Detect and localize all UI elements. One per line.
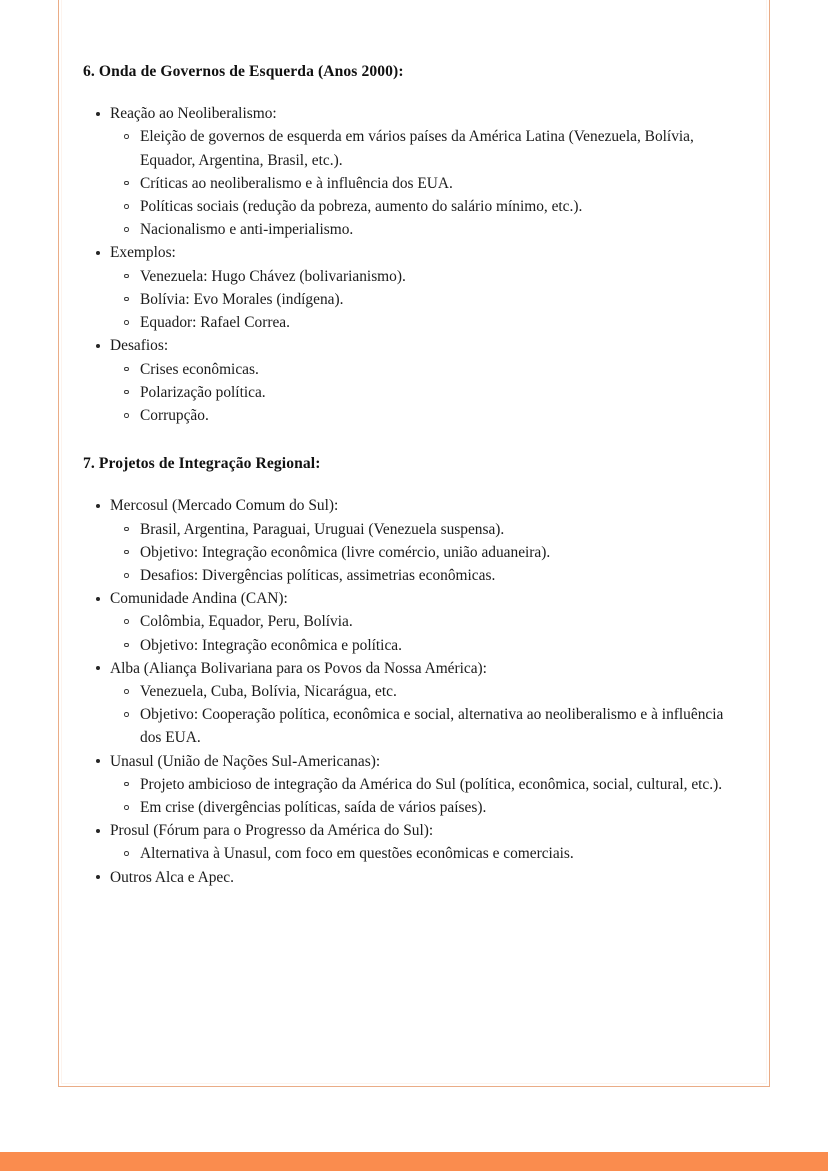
bullet-disc-icon: [96, 112, 100, 116]
bullet-circle-icon: [124, 527, 129, 532]
bullet-circle-icon: [124, 851, 129, 856]
list-item-label: Bolívia: Evo Morales (indígena).: [140, 290, 344, 308]
list-item: [83, 587, 743, 657]
sublist: [110, 358, 743, 428]
bullet-circle-icon: [124, 274, 129, 279]
sublist: [110, 610, 743, 656]
bullet-circle-icon: [124, 550, 129, 555]
list-item-label: Mercosul (Mercado Comum do Sul):: [110, 497, 339, 515]
list-item: [110, 703, 743, 749]
list-item-label: Objetivo: Integração econômica e política.: [140, 636, 402, 654]
section-6-list: [83, 102, 743, 427]
list-item-label: Nacionalismo e anti-imperialismo.: [140, 221, 354, 239]
section-heading-7: 7. Projetos de Integração Regional:: [83, 455, 321, 473]
list-item: [110, 842, 743, 865]
list-item: [110, 634, 743, 657]
bullet-circle-icon: [124, 297, 129, 302]
list-item-label: Políticas sociais (redução da pobreza, aumento do salário mínimo, etc.).: [140, 198, 583, 216]
bullet-circle-icon: [124, 181, 129, 186]
bullet-disc-icon: [96, 875, 100, 879]
bullet-circle-icon: [124, 689, 129, 694]
list-item: [110, 218, 743, 241]
list-item: [83, 334, 743, 427]
sublist: [110, 518, 743, 588]
bullet-disc-icon: [96, 666, 100, 670]
sublist: [110, 773, 743, 819]
bullet-disc-icon: [96, 829, 100, 833]
list-item: [110, 773, 743, 796]
list-item-label: Objetivo: Cooperação política, econômica e social, alternativa ao neoliberalismo e à influência dos EUA.: [140, 706, 724, 747]
list-item-label: Objetivo: Integração econômica (livre comércio, união aduaneira).: [140, 543, 551, 561]
list-item: [110, 381, 743, 404]
list-item-label: Projeto ambicioso de integração da América do Sul (política, econômica, social, cultural, etc.).: [140, 775, 723, 793]
list-item: [110, 541, 743, 564]
bullet-circle-icon: [124, 805, 129, 810]
list-item-label: Alba (Aliança Bolivariana para os Povos da Nossa América):: [110, 659, 487, 677]
bullet-circle-icon: [124, 573, 129, 578]
list-item-label: Corrupção.: [140, 406, 209, 424]
list-item-label: Críticas ao neoliberalismo e à influência dos EUA.: [140, 174, 453, 192]
list-item: [110, 404, 743, 427]
list-item-label: Equador: Rafael Correa.: [140, 314, 290, 332]
list-item: [83, 866, 743, 889]
bullet-circle-icon: [124, 712, 129, 717]
list-item: [110, 265, 743, 288]
list-item: [110, 358, 743, 381]
list-item: [83, 657, 743, 750]
bullet-disc-icon: [96, 344, 100, 348]
list-item: [83, 819, 743, 865]
document-content: [83, 62, 743, 889]
bullet-circle-icon: [124, 227, 129, 232]
bullet-circle-icon: [124, 134, 129, 139]
sublist: [110, 265, 743, 335]
list-item-label: Venezuela, Cuba, Bolívia, Nicarágua, etc.: [140, 683, 397, 700]
list-item: [110, 518, 743, 541]
list-item: [110, 796, 743, 819]
list-item-label: Brasil, Argentina, Paraguai, Uruguai (Venezuela suspensa).: [140, 520, 505, 538]
section-7-list: [83, 494, 743, 888]
list-item: [83, 750, 743, 820]
list-item-label: Alternativa à Unasul, com foco em questões econômicas e comerciais.: [140, 845, 574, 863]
bullet-circle-icon: [124, 204, 129, 209]
bullet-disc-icon: [96, 597, 100, 601]
list-item-label: Outros Alca e Apec.: [110, 868, 234, 886]
bullet-circle-icon: [124, 367, 129, 372]
list-item-label: Desafios: Divergências políticas, assimetrias econômicas.: [140, 566, 496, 584]
list-item: [110, 172, 743, 195]
bullet-circle-icon: [124, 619, 129, 624]
list-item-label: Colômbia, Equador, Peru, Bolívia.: [140, 613, 353, 631]
list-item-label: Polarização política.: [140, 383, 266, 401]
list-item-label: Comunidade Andina (CAN):: [110, 590, 288, 608]
bullet-circle-icon: [124, 782, 129, 787]
list-item: [110, 311, 743, 334]
list-item-label: Prosul (Fórum para o Progresso da América do Sul):: [110, 822, 434, 840]
list-item-label: Exemplos:: [110, 244, 176, 262]
list-item: [83, 494, 743, 587]
section-heading-6: 6. Onda de Governos de Esquerda (Anos 2000):: [83, 63, 404, 80]
list-item-label: Eleição de governos de esquerda em vários países da América Latina (Venezuela, Bolívia, Equador, Argentina, Brasil, etc.).: [140, 128, 694, 169]
list-item-label: Crises econômicas.: [140, 360, 259, 378]
list-item: [110, 680, 743, 703]
bullet-circle-icon: [124, 413, 129, 418]
list-item: [110, 125, 743, 171]
bullet-disc-icon: [96, 504, 100, 508]
list-item-label: Venezuela: Hugo Chávez (bolivarianismo).: [140, 267, 406, 285]
list-item: [110, 195, 743, 218]
bullet-disc-icon: [96, 251, 100, 255]
bullet-circle-icon: [124, 390, 129, 395]
list-item: [110, 564, 743, 587]
list-item: [110, 288, 743, 311]
list-item-label: Unasul (União de Nações Sul-Americanas):: [110, 752, 381, 770]
sublist: [110, 125, 743, 241]
list-item: [83, 102, 743, 241]
list-item: [110, 610, 743, 633]
list-item-label: Reação ao Neoliberalismo:: [110, 105, 277, 123]
sublist: [110, 842, 743, 865]
bullet-circle-icon: [124, 320, 129, 325]
sublist: [110, 680, 743, 750]
list-item-label: Desafios:: [110, 337, 169, 355]
bullet-disc-icon: [96, 759, 100, 763]
bullet-circle-icon: [124, 643, 129, 648]
list-item-label: Em crise (divergências políticas, saída de vários países).: [140, 799, 487, 817]
footer-accent-bar: [0, 1152, 828, 1171]
list-item: [83, 241, 743, 334]
